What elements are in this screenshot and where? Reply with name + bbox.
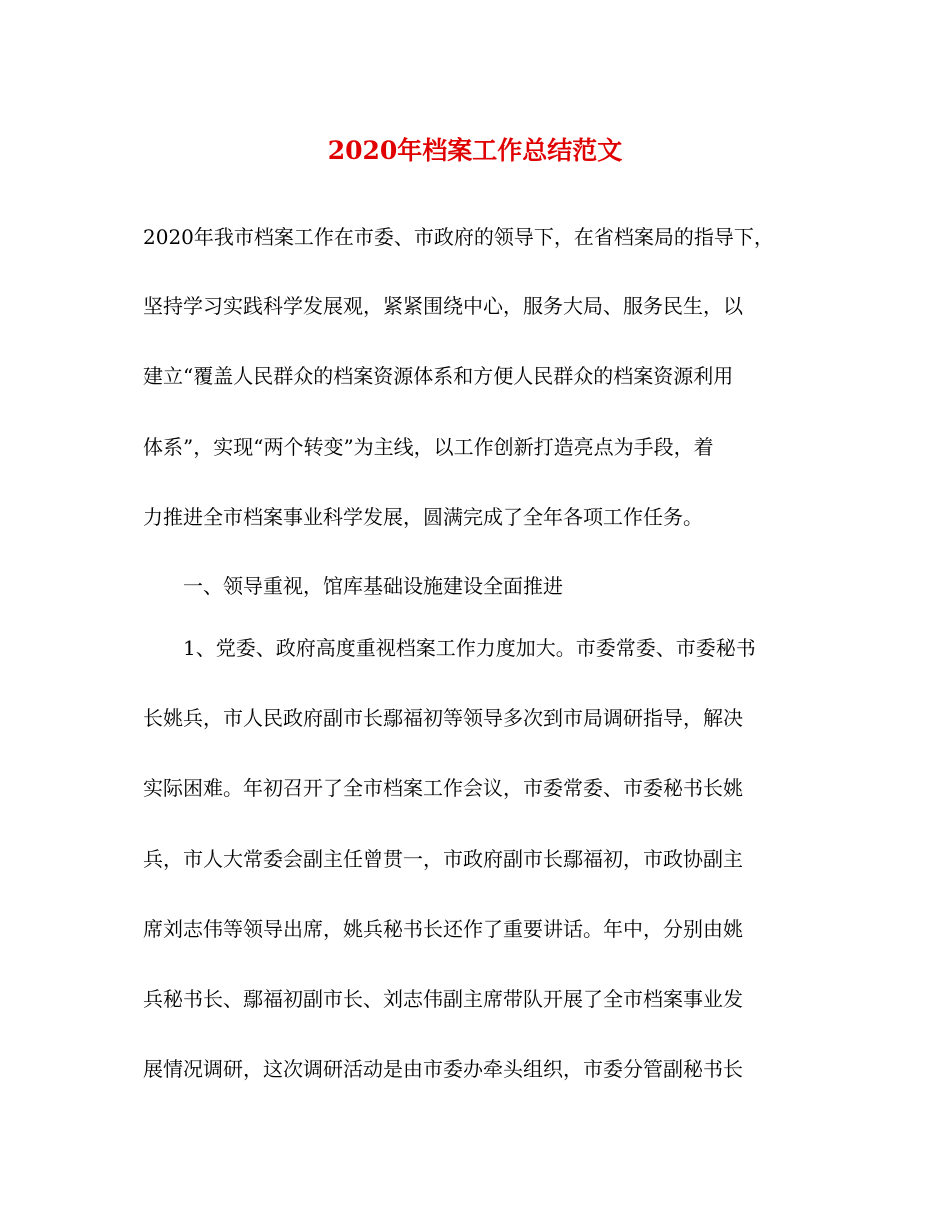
body-line-3: 建立“覆盖人民群众的档案资源体系和方便人民群众的档案资源利用: [143, 364, 734, 388]
document-title: 2020年档案工作总结范文: [327, 136, 623, 165]
body-line-4: 体系”，实现“两个转变”为主线，以工作创新打造亮点为手段，着: [143, 435, 714, 459]
body-line-13: 展情况调研，这次调研活动是由市委办牵头组织，市委分管副秘书长: [143, 1057, 743, 1081]
section-heading-1: 一、领导重视，馆库基础设施建设全面推进: [183, 574, 563, 598]
body-line-9: 实际困难。年初召开了全市档案工作会议，市委常委、市委秘书长姚: [143, 776, 743, 800]
body-line-2: 坚持学习实践科学发展观，紧紧围绕中心，服务大局、服务民生，以: [143, 294, 743, 318]
body-line-5: 力推进全市档案事业科学发展，圆满完成了全年各项工作任务。: [143, 505, 703, 529]
body-line-1: 2020年我市档案工作在市委、市政府的领导下，在省档案局的指导下，: [143, 225, 774, 249]
body-line-11: 席刘志伟等领导出席，姚兵秘书长还作了重要讲话。年中，分别由姚: [143, 917, 743, 941]
body-line-7: 1、党委、政府高度重视档案工作力度加大。市委常委、市委秘书: [183, 636, 756, 660]
body-line-12: 兵秘书长、鄢福初副市长、刘志伟副主席带队开展了全市档案事业发: [143, 987, 743, 1011]
body-line-10: 兵，市人大常委会副主任曾贯一，市政府副市长鄢福初，市政协副主: [143, 847, 743, 871]
body-line-8: 长姚兵，市人民政府副市长鄢福初等领导多次到市局调研指导，解决: [143, 706, 743, 730]
